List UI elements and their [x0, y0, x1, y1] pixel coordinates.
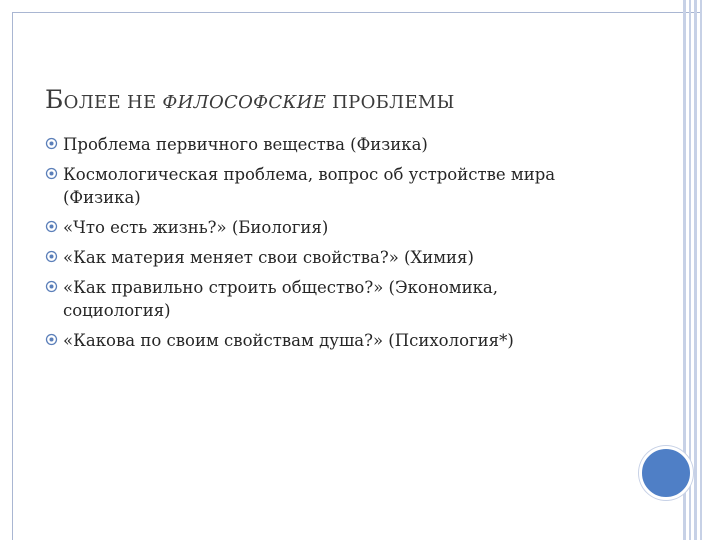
bullet-text: «Что есть жизнь?» (Биология): [63, 218, 329, 237]
title-initial: Б: [45, 85, 64, 114]
bullet-item: [45, 276, 605, 322]
bullet-marker-icon: [45, 137, 58, 150]
stripe: [694, 0, 697, 540]
bullet-marker-icon: [45, 167, 58, 180]
stripe: [700, 0, 702, 540]
bullet-text: «Как материя меняет свои свойства?» (Химия): [63, 248, 474, 267]
bullet-text: «Как правильно строить общество?» (Экономика, социология): [63, 278, 499, 320]
bullet-item: [45, 133, 605, 156]
decorative-circle: [639, 446, 693, 500]
title-part-3: ПРОБЛЕМЫ: [326, 92, 455, 113]
bullet-item: [45, 329, 605, 352]
bullet-text: «Какова по своим свойствам душа?» (Психология*): [63, 331, 514, 350]
bullet-marker-icon: [45, 280, 58, 293]
bullet-text: Проблема первичного вещества (Физика): [63, 135, 428, 154]
bullet-list: [45, 133, 605, 359]
bullet-marker-icon: [45, 250, 58, 263]
bullet-item: [45, 246, 605, 269]
bullet-marker-icon: [45, 220, 58, 233]
bullet-marker-icon: [45, 333, 58, 346]
bullet-text: Космологическая проблема, вопрос об устройстве мира (Физика): [63, 165, 556, 207]
slide-title: [45, 78, 455, 116]
bullet-item: [45, 163, 605, 209]
title-part-2: ФИЛОСОФСКИЕ: [162, 92, 327, 113]
title-part-1: ОЛЕЕ НЕ: [63, 92, 163, 113]
bullet-item: [45, 216, 605, 239]
